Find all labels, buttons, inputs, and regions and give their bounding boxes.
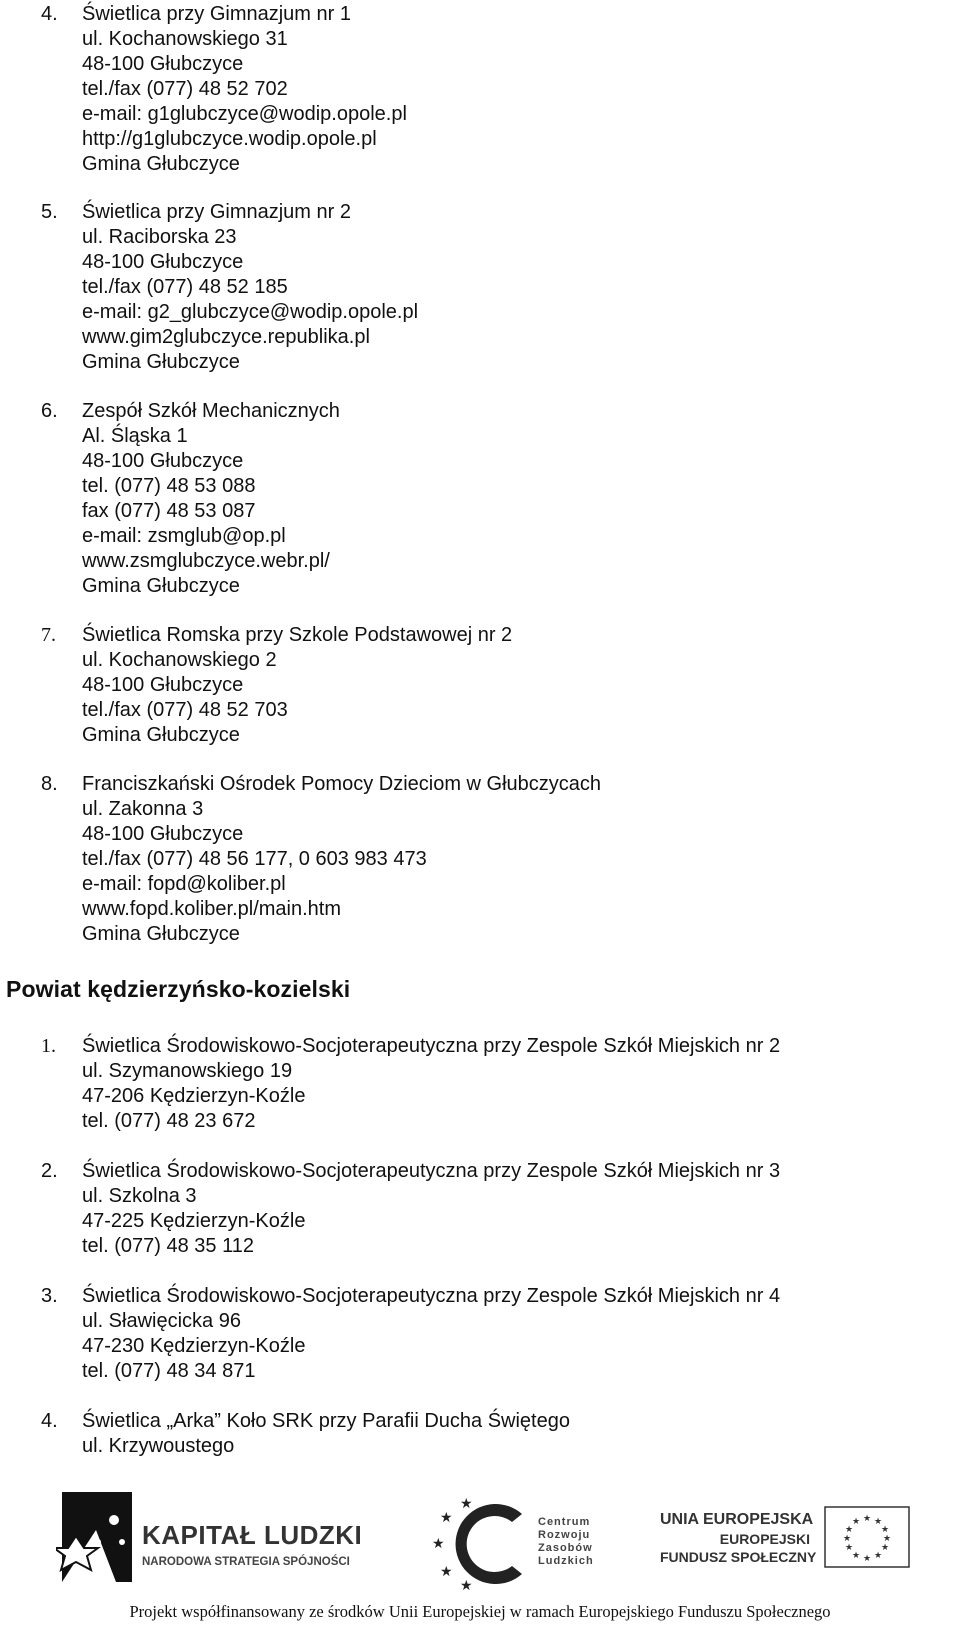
list-item	[0, 2, 407, 177]
entry-name: Świetlica „Arka” Koło SRK przy Parafii Ducha Świętego	[82, 1410, 570, 1432]
entry-email: e-mail: zsmglub@op.pl	[82, 525, 286, 547]
entry-phone: tel. (077) 48 23 672	[82, 1110, 256, 1132]
entry-street: ul. Kochanowskiego 31	[82, 28, 288, 50]
list-item	[0, 399, 340, 599]
entry-phone: tel. (077) 48 53 088	[82, 475, 256, 497]
list-item	[0, 623, 512, 748]
item-number: 4.	[41, 3, 58, 25]
entry-name: Zespół Szkół Mechanicznych	[82, 400, 340, 422]
item-number: 3.	[41, 1285, 58, 1307]
entry-street: Al. Śląska 1	[82, 425, 188, 447]
entry-phone: tel. (077) 48 34 871	[82, 1360, 256, 1382]
entry-phone: tel./fax (077) 48 52 702	[82, 78, 288, 100]
svg-text:★: ★	[844, 1543, 854, 1553]
kapital-ludzki-emblem-icon	[56, 1490, 156, 1586]
list-item	[0, 200, 418, 375]
entry-postal: 48-100 Głubczyce	[82, 823, 244, 845]
entry-phone: tel./fax (077) 48 56 177, 0 603 983 473	[82, 848, 427, 870]
kapital-ludzki-title: KAPITAŁ LUDZKI	[142, 1520, 363, 1550]
svg-text:★: ★	[440, 1510, 453, 1526]
list-item	[0, 1409, 570, 1459]
entry-postal: 48-100 Głubczyce	[82, 450, 244, 472]
centrum-line: Zasobów	[538, 1542, 593, 1554]
footer-caption: Projekt współfinansowany ze środków Unii Europejskiej w ramach Europejskiego Funduszu Społecznego	[129, 1602, 831, 1621]
entry-street: ul. Raciborska 23	[82, 226, 237, 248]
entry-street: ul. Krzywoustego	[82, 1435, 235, 1457]
entry-postal: 47-225 Kędzierzyn-Koźle	[82, 1210, 306, 1232]
svg-text:★: ★	[880, 1543, 890, 1553]
entry-street: ul. Zakonna 3	[82, 798, 204, 820]
entry-email: e-mail: g1glubczyce@wodip.opole.pl	[82, 103, 407, 125]
svg-text:★: ★	[432, 1536, 445, 1552]
svg-text:★: ★	[880, 1525, 890, 1535]
entry-street: ul. Szymanowskiego 19	[82, 1060, 293, 1082]
svg-text:★: ★	[862, 1554, 872, 1564]
section-heading: Powiat kędzierzyńsko-kozielski	[6, 976, 351, 1002]
unia-europejska-logo	[660, 1506, 920, 1576]
item-number: 7.	[41, 624, 56, 646]
item-number: 6.	[41, 400, 58, 422]
svg-text:★: ★	[882, 1534, 892, 1544]
svg-text:★: ★	[842, 1534, 852, 1544]
eu-stars-c-icon	[430, 1496, 540, 1592]
svg-text:★: ★	[862, 1514, 872, 1524]
entry-name: Franciszkański Ośrodek Pomocy Dzieciom w Głubczycach	[82, 773, 602, 795]
entry-name: Świetlica przy Gimnazjum nr 1	[82, 3, 351, 25]
entry-street: ul. Sławięcicka 96	[82, 1310, 241, 1332]
entry-postal: 47-206 Kędzierzyn-Koźle	[82, 1085, 306, 1107]
entry-website: www.gim2glubczyce.republika.pl	[82, 326, 370, 348]
entry-phone: tel./fax (077) 48 52 185	[82, 276, 288, 298]
item-number: 1.	[41, 1035, 56, 1057]
entry-postal: 48-100 Głubczyce	[82, 251, 244, 273]
svg-text:★: ★	[851, 1551, 861, 1561]
entry-name: Świetlica Środowiskowo-Socjoterapeutyczna przy Zespole Szkół Miejskich nr 4	[82, 1285, 781, 1307]
entry-commune: Gmina Głubczyce	[82, 724, 240, 746]
centrum-line: Ludzkich	[538, 1555, 594, 1567]
ue-line: EUROPEJSKI	[719, 1531, 810, 1547]
entry-website: www.zsmglubczyce.webr.pl/	[82, 550, 330, 572]
entry-commune: Gmina Głubczyce	[82, 575, 240, 597]
kapital-ludzki-subtitle: NARODOWA STRATEGIA SPÓJNOŚCI	[142, 1556, 350, 1568]
centrum-line: Centrum	[538, 1516, 591, 1528]
entry-postal: 48-100 Głubczyce	[82, 674, 244, 696]
svg-text:★: ★	[460, 1578, 473, 1592]
entry-name: Świetlica Środowiskowo-Socjoterapeutyczna przy Zespole Szkół Miejskich nr 3	[82, 1160, 781, 1182]
item-number: 4.	[41, 1410, 58, 1432]
item-number: 5.	[41, 201, 58, 223]
list-item	[0, 1034, 780, 1134]
entry-name: Świetlica przy Gimnazjum nr 2	[82, 201, 351, 223]
entry-name: Świetlica Romska przy Szkole Podstawowej nr 2	[82, 624, 513, 646]
list-item	[0, 1159, 780, 1259]
svg-text:★: ★	[873, 1517, 883, 1527]
centrum-rozwoju-logo	[430, 1496, 610, 1592]
list-item	[0, 1284, 780, 1384]
svg-text:★: ★	[440, 1564, 453, 1580]
entry-commune: Gmina Głubczyce	[82, 351, 240, 373]
entry-postal: 48-100 Głubczyce	[82, 53, 244, 75]
ue-title: UNIA EUROPEJSKA	[660, 1511, 814, 1528]
entry-commune: Gmina Głubczyce	[82, 923, 240, 945]
entry-street: ul. Szkolna 3	[82, 1185, 197, 1207]
entry-phone: tel. (077) 48 35 112	[82, 1235, 254, 1257]
list-item	[0, 772, 601, 947]
item-number: 2.	[41, 1160, 58, 1182]
entry-street: ul. Kochanowskiego 2	[82, 649, 277, 671]
entry-website: http://g1glubczyce.wodip.opole.pl	[82, 128, 377, 150]
entry-website: www.fopd.koliber.pl/main.htm	[82, 898, 342, 920]
entry-commune: Gmina Głubczyce	[82, 153, 240, 175]
entry-name: Świetlica Środowiskowo-Socjoterapeutyczna przy Zespole Szkół Miejskich nr 2	[82, 1035, 781, 1057]
ue-line: FUNDUSZ SPOŁECZNY	[660, 1549, 817, 1565]
entry-fax: fax (077) 48 53 087	[82, 500, 256, 522]
svg-text:★: ★	[851, 1517, 861, 1527]
entry-email: e-mail: fopd@koliber.pl	[82, 873, 286, 895]
svg-text:★: ★	[844, 1525, 854, 1535]
eu-flag-icon	[824, 1506, 910, 1568]
entry-postal: 47-230 Kędzierzyn-Koźle	[82, 1335, 306, 1357]
svg-text:★: ★	[873, 1551, 883, 1561]
kapital-ludzki-logo	[56, 1490, 396, 1586]
item-number: 8.	[41, 773, 58, 795]
svg-text:★: ★	[460, 1496, 473, 1512]
centrum-line: Rozwoju	[538, 1529, 591, 1541]
entry-email: e-mail: g2_glubczyce@wodip.opole.pl	[82, 301, 419, 323]
entry-phone: tel./fax (077) 48 52 703	[82, 699, 288, 721]
